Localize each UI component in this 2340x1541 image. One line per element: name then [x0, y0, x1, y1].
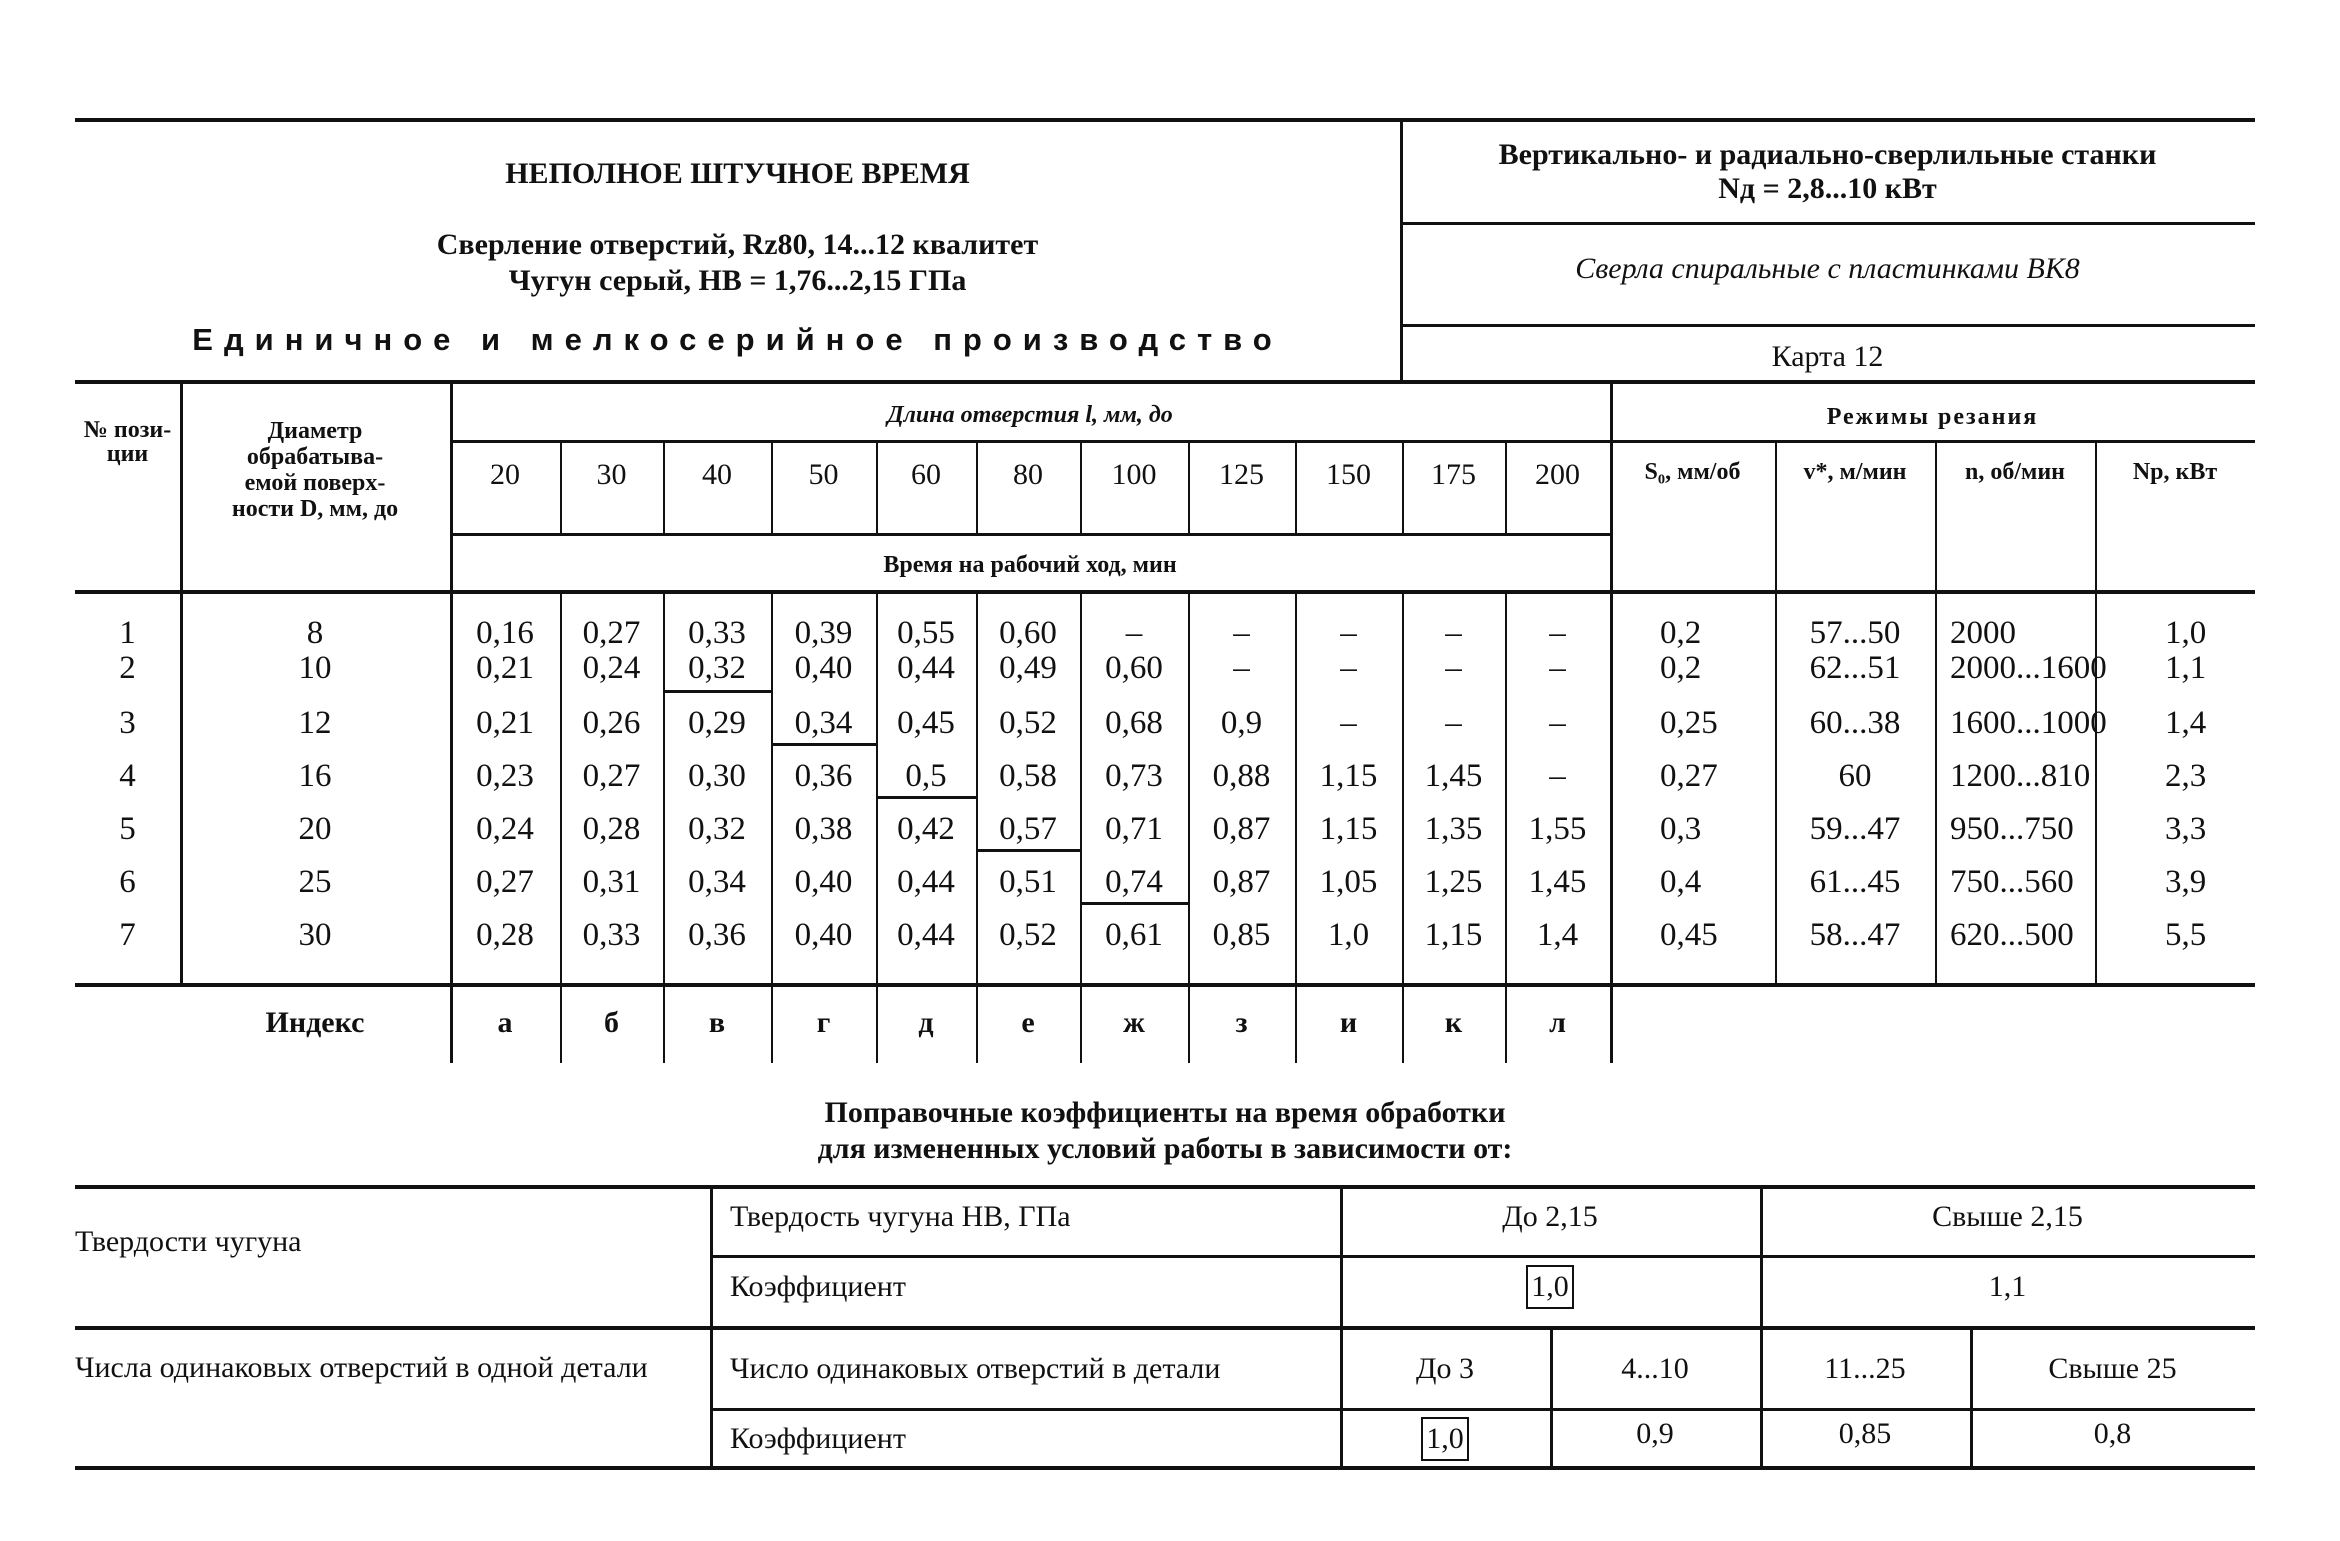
feed-cell: 0,4 — [1660, 864, 1702, 900]
row-position: 1 — [119, 615, 136, 651]
time-cell: 0,87 — [1212, 811, 1271, 847]
mode-col-header: S₀, мм/об — [1644, 459, 1741, 485]
corrections-title-1: Поправочные коэффициенты на время обработки — [824, 1096, 1506, 1129]
mode-col-header: Nр, кВт — [2132, 459, 2218, 485]
index-letter: в — [708, 1006, 726, 1039]
hardness-coef-2: 1,1 — [1988, 1270, 2027, 1303]
length-value: 100 — [1111, 458, 1157, 491]
time-cell: 0,5 — [905, 758, 947, 794]
row-diameter: 8 — [306, 615, 324, 651]
time-cell: 0,24 — [582, 650, 641, 686]
length-value: 30 — [596, 458, 627, 491]
time-cell: – — [1549, 615, 1566, 651]
holes-coef: 0,9 — [1636, 1417, 1674, 1450]
top-rule — [75, 118, 2255, 122]
feed-cell: 0,27 — [1660, 758, 1718, 794]
time-cell: – — [1125, 615, 1143, 651]
hardness-value-1: До 2,15 — [1502, 1200, 1598, 1233]
time-cell: 0,33 — [688, 615, 746, 651]
time-cell: 0,60 — [1105, 650, 1163, 686]
holes-coef-cell — [1970, 1417, 2255, 1451]
row-position: 4 — [119, 758, 136, 794]
hardness-label: Твердости чугуна — [75, 1225, 302, 1258]
row-diameter: 25 — [298, 864, 332, 900]
length-value: 175 — [1431, 458, 1476, 491]
time-cell: 0,23 — [476, 758, 534, 794]
length-value: 20 — [490, 458, 520, 491]
time-cell: 0,21 — [476, 650, 534, 686]
data-bottom-rule — [75, 983, 2255, 987]
rpm-cell: 1600...1000 — [1950, 705, 2107, 741]
holes-count: 4...10 — [1621, 1352, 1689, 1385]
feed-cell: 0,25 — [1660, 705, 1718, 741]
time-cell: – — [1549, 758, 1566, 794]
time-cell: 0,87 — [1212, 864, 1271, 900]
time-cell: 0,27 — [582, 615, 641, 651]
time-cell: – — [1233, 615, 1250, 651]
speed-cell: 57...50 — [1809, 615, 1901, 651]
power-cell: 5,5 — [2165, 917, 2207, 953]
index-letter: з — [1235, 1006, 1248, 1039]
length-value: 200 — [1535, 458, 1580, 491]
rpm-cell: 620...500 — [1950, 917, 2074, 953]
row-position: 3 — [119, 705, 136, 741]
index-letter: л — [1549, 1006, 1566, 1039]
time-cell: – — [1445, 615, 1462, 651]
feed-cell: 0,45 — [1660, 917, 1718, 953]
power-cell: 1,4 — [2165, 705, 2207, 741]
time-cell: 1,05 — [1319, 864, 1378, 900]
row-position: 5 — [119, 811, 136, 847]
time-cell: 0,9 — [1220, 705, 1263, 741]
time-cell: 0,55 — [897, 615, 955, 651]
machines-line1: Вертикально- и радиально-сверлильные станки — [1498, 138, 2157, 171]
corrections-title-2: для измененных условий работы в зависимости от: — [817, 1132, 1513, 1165]
time-cell: – — [1549, 705, 1566, 741]
index-label: Индекс — [265, 1006, 365, 1039]
time-cell: 1,25 — [1424, 864, 1483, 900]
time-cell: 0,34 — [688, 864, 746, 900]
index-letter: к — [1444, 1006, 1463, 1039]
hardness-param: Твердость чугуна НВ, ГПа — [730, 1200, 1071, 1233]
speed-cell: 59...47 — [1809, 811, 1901, 847]
time-cell: 0,52 — [999, 917, 1057, 953]
time-cell: – — [1549, 650, 1566, 686]
row-diameter: 30 — [298, 917, 332, 953]
length-value: 80 — [1013, 458, 1043, 491]
time-cell: 0,68 — [1105, 705, 1163, 741]
time-cell: 0,34 — [794, 705, 853, 741]
time-cell: 0,36 — [688, 917, 746, 953]
time-cell: 0,61 — [1105, 917, 1163, 953]
time-cell: – — [1445, 705, 1462, 741]
time-cell: 0,52 — [999, 705, 1057, 741]
time-cell: 0,58 — [999, 758, 1057, 794]
time-cell: 1,45 — [1528, 864, 1587, 900]
index-letter: ж — [1123, 1006, 1145, 1039]
time-cell: 0,44 — [897, 650, 955, 686]
time-cell: 1,15 — [1319, 758, 1378, 794]
time-cell: 0,24 — [476, 811, 534, 847]
row-position: 2 — [119, 650, 136, 686]
col-diameter-header: Диаметр обрабатыва- емой поверх- ности D, мм, до — [231, 418, 399, 522]
time-cell: 0,33 — [582, 917, 641, 953]
time-cell: 0,28 — [476, 917, 534, 953]
index-letter: г — [816, 1006, 831, 1039]
time-cell: 1,45 — [1424, 758, 1483, 794]
power-cell: 3,3 — [2165, 811, 2207, 847]
header-bottom-rule — [75, 590, 2255, 594]
time-cell: 0,16 — [476, 615, 534, 651]
feed-cell: 0,2 — [1660, 650, 1702, 686]
time-cell: 0,40 — [794, 650, 853, 686]
holes-coef-cell — [1550, 1417, 1760, 1451]
time-cell: 0,57 — [999, 811, 1057, 847]
speed-cell: 58...47 — [1809, 917, 1901, 953]
time-cell: 0,27 — [476, 864, 534, 900]
time-cell: – — [1340, 615, 1357, 651]
length-value: 40 — [702, 458, 732, 491]
index-letter: а — [497, 1006, 513, 1039]
rpm-cell: 750...560 — [1950, 864, 2074, 900]
power-cell: 1,0 — [2165, 615, 2207, 651]
time-cell: 0,44 — [897, 864, 955, 900]
time-cell: 0,45 — [897, 705, 955, 741]
tool-text: Сверла спиральные с пластинками ВК8 — [1575, 252, 2080, 285]
grid-line — [1935, 440, 1937, 983]
time-cell: 0,51 — [999, 864, 1057, 900]
holes-coef-label: Коэффициент — [730, 1422, 906, 1455]
time-cell: 0,40 — [794, 917, 853, 953]
time-cell: 0,42 — [897, 811, 955, 847]
row-diameter: 10 — [298, 650, 332, 686]
row-diameter: 16 — [298, 758, 332, 794]
hardness-coef-1: 1,0 — [1526, 1265, 1574, 1309]
length-value: 150 — [1326, 458, 1371, 491]
time-cell: 1,15 — [1424, 917, 1483, 953]
row-diameter: 12 — [298, 705, 332, 741]
time-cell: 0,21 — [476, 705, 534, 741]
time-cell: 0,60 — [999, 615, 1057, 651]
mode-col-header: v*, м/мин — [1803, 459, 1907, 485]
time-cell: 0,32 — [688, 650, 746, 686]
holes-count: Свыше 25 — [2048, 1352, 2177, 1385]
time-cell: 1,35 — [1424, 811, 1483, 847]
power-cell: 1,1 — [2165, 650, 2207, 686]
speed-cell: 61...45 — [1809, 864, 1901, 900]
time-cell: 0,26 — [582, 705, 641, 741]
time-cell: 0,88 — [1212, 758, 1271, 794]
holes-label: Числа одинаковых отверстий в одной детали — [75, 1351, 648, 1384]
index-letter: е — [1021, 1006, 1035, 1039]
table-top-rule — [75, 380, 2255, 384]
feed-cell: 0,2 — [1660, 615, 1702, 651]
time-cell: – — [1445, 650, 1462, 686]
time-cell: 1,4 — [1536, 917, 1579, 953]
length-header: Длина отверстия l, мм, до — [887, 402, 1173, 428]
power-cell: 2,3 — [2165, 758, 2207, 794]
time-cell: 0,27 — [582, 758, 641, 794]
row-diameter: 20 — [298, 811, 332, 847]
index-letter: и — [1339, 1006, 1358, 1039]
length-value: 50 — [808, 458, 839, 491]
time-cell: 0,28 — [582, 811, 641, 847]
holes-count: До 3 — [1416, 1352, 1474, 1385]
operation-text: Сверление отверстий, Rz80, 14...12 квалитет — [436, 228, 1039, 261]
time-cell: 0,40 — [794, 864, 853, 900]
col-position-header: № пози- ции — [83, 417, 172, 467]
machines-line2: Nд = 2,8...10 кВт — [1718, 172, 1937, 205]
speed-cell: 60 — [1838, 758, 1872, 794]
hardness-value-2: Свыше 2,15 — [1932, 1200, 2083, 1233]
time-cell: 0,73 — [1105, 758, 1163, 794]
power-cell: 3,9 — [2165, 864, 2207, 900]
time-cell: 0,36 — [794, 758, 853, 794]
time-cell: – — [1340, 650, 1357, 686]
time-cell: 0,30 — [688, 758, 746, 794]
time-cell: 0,31 — [582, 864, 641, 900]
time-cell: – — [1233, 650, 1250, 686]
rpm-cell: 950...750 — [1950, 811, 2074, 847]
card-number: Карта 12 — [1771, 340, 1884, 373]
holes-coef: 1,0 — [1421, 1417, 1469, 1461]
modes-header: Режимы резания — [1826, 404, 2039, 430]
production-type: Единичное и мелкосерийное производство — [192, 322, 1283, 357]
time-cell: 0,71 — [1105, 811, 1163, 847]
holes-coef-cell — [1760, 1417, 1970, 1451]
time-cell: 0,29 — [688, 705, 746, 741]
holes-coef: 0,8 — [2093, 1417, 2132, 1450]
rpm-cell: 2000...1600 — [1950, 650, 2107, 686]
index-letter: д — [918, 1006, 934, 1039]
time-cell: 0,49 — [999, 650, 1057, 686]
length-value: 125 — [1219, 458, 1264, 491]
holes-coef: 0,85 — [1838, 1417, 1892, 1450]
row-position: 7 — [119, 917, 136, 953]
speed-cell: 60...38 — [1809, 705, 1901, 741]
time-cell: 0,39 — [794, 615, 853, 651]
time-cell: 1,55 — [1528, 811, 1587, 847]
holes-count: 11...25 — [1824, 1352, 1906, 1385]
rpm-cell: 2000 — [1950, 615, 2016, 651]
holes-param: Число одинаковых отверстий в детали — [730, 1352, 1221, 1385]
length-value: 60 — [911, 458, 941, 491]
time-header: Время на рабочий ход, мин — [883, 552, 1177, 578]
time-cell: 0,74 — [1105, 864, 1163, 900]
index-letter: б — [604, 1006, 619, 1039]
speed-cell: 62...51 — [1809, 650, 1901, 686]
time-cell: 0,85 — [1212, 917, 1271, 953]
feed-cell: 0,3 — [1660, 811, 1702, 847]
time-cell: 0,38 — [794, 811, 853, 847]
time-cell: 1,15 — [1319, 811, 1378, 847]
mode-col-header: n, об/мин — [1964, 459, 2066, 485]
page-title: НЕПОЛНОЕ ШТУЧНОЕ ВРЕМЯ — [505, 157, 970, 190]
holes-coef-cell — [1340, 1417, 1550, 1461]
time-cell: 0,32 — [688, 811, 746, 847]
time-cell: 1,0 — [1327, 917, 1370, 953]
hardness-coef-label: Коэффициент — [730, 1270, 906, 1303]
row-position: 6 — [119, 864, 136, 900]
time-cell: – — [1340, 705, 1357, 741]
time-cell: 0,44 — [897, 917, 955, 953]
rpm-cell: 1200...810 — [1950, 758, 2091, 794]
material-text: Чугун серый, НВ = 1,76...2,15 ГПа — [508, 264, 967, 297]
